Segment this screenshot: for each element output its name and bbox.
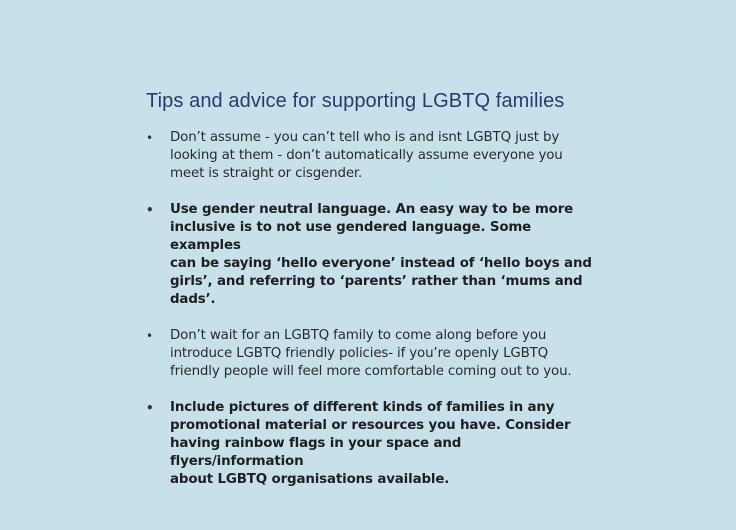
tip-text <box>170 399 596 489</box>
bullet-icon: • <box>146 203 154 217</box>
tip-line: Include pictures of different kinds of families in any <box>170 400 555 415</box>
tip-text <box>170 327 596 381</box>
tip-item <box>146 201 596 309</box>
tip-line: having rainbow flags in your space and flyers/information <box>170 436 462 469</box>
tip-line: looking at them - don’t automatically assume everyone you <box>170 148 563 163</box>
tip-item <box>146 129 596 183</box>
tip-line: can be saying ‘hello everyone’ instead of ‘hello boys and <box>170 256 592 271</box>
page-title: Tips and advice for supporting LGBTQ families <box>146 90 565 112</box>
tip-text <box>170 129 596 183</box>
tip-line: Don’t assume - you can’t tell who is and isnt LGBTQ just by <box>170 130 560 145</box>
tip-item <box>146 327 596 381</box>
tip-line: Don’t wait for an LGBTQ family to come along before you <box>170 328 547 343</box>
bullet-icon: • <box>146 131 153 145</box>
tip-line: inclusive is to not use gendered language. Some examples <box>170 220 532 253</box>
tip-line: promotional material or resources you have. Consider <box>170 418 571 433</box>
tip-text <box>170 201 596 309</box>
document-page <box>146 90 596 507</box>
tip-line: girls’, and referring to ‘parents’ rather than ‘mums and dads’. <box>170 274 583 307</box>
tip-line: friendly people will feel more comfortable coming out to you. <box>170 364 572 379</box>
tip-line: meet is straight or cisgender. <box>170 166 363 181</box>
tip-item <box>146 399 596 489</box>
tips-list <box>146 129 596 489</box>
bullet-icon: • <box>146 401 154 415</box>
tip-line: Use gender neutral language. An easy way to be more <box>170 202 574 217</box>
bullet-icon: • <box>146 329 153 343</box>
tip-line: introduce LGBTQ friendly policies- if you’re openly LGBTQ <box>170 346 549 361</box>
tip-line: about LGBTQ organisations available. <box>170 472 450 487</box>
